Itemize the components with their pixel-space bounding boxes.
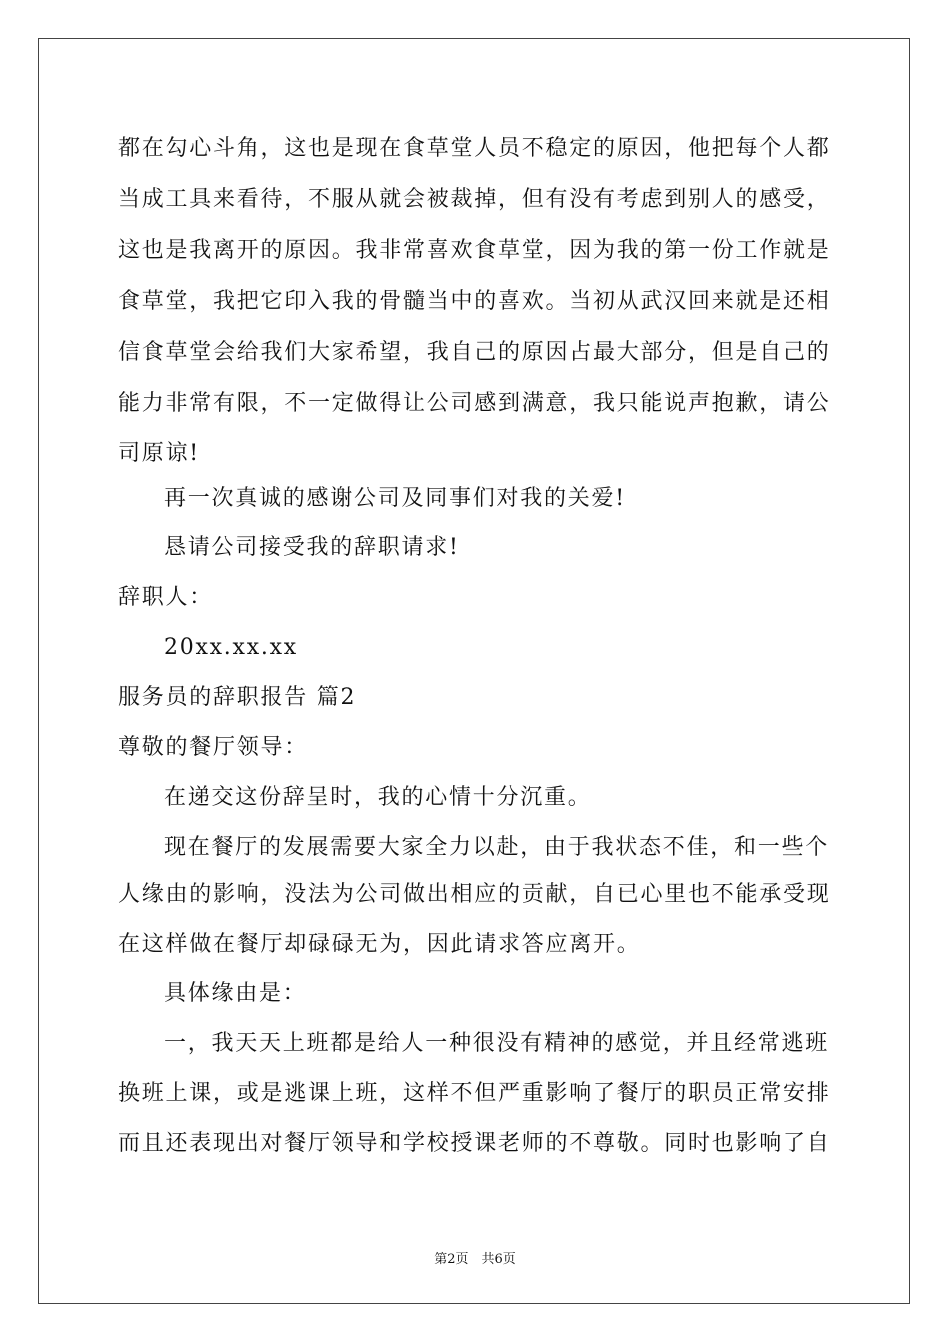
text-line: 具体缘由是：: [164, 981, 307, 1006]
text-line: 信食草堂会给我们大家希望，我自己的原因占最大部分，但是自己的: [118, 340, 831, 365]
text-line: 当成工具来看待，不服从就会被裁掉，但有没有考虑到别人的感受，: [118, 187, 831, 212]
text-line: 20xx.xx.xx: [164, 635, 298, 660]
text-line: 恳请公司接受我的辞职请求!: [164, 535, 460, 560]
text-line: 人缘由的影响，没法为公司做出相应的贡献，自已心里也不能承受现: [118, 882, 831, 907]
text-line: 一，我天天上班都是给人一种很没有精神的感觉，并且经常逃班: [164, 1031, 830, 1056]
text-line: 服务员的辞职报告 篇2: [118, 685, 357, 710]
text-line: 而且还表现出对餐厅领导和学校授课老师的不尊敬。同时也影响了自: [118, 1131, 831, 1156]
text-line: 能力非常有限，不一定做得让公司感到满意，我只能说声抱歉，请公: [118, 391, 831, 416]
text-line: 尊敬的餐厅领导：: [118, 735, 309, 760]
text-line: 在递交这份辞呈时，我的心情十分沉重。: [164, 785, 592, 810]
text-line: 司原谅!: [118, 441, 200, 466]
text-line: 在这样做在餐厅却碌碌无为，因此请求答应离开。: [118, 932, 641, 957]
text-line: 食草堂，我把它印入我的骨髓当中的喜欢。当初从武汉回来就是还相: [118, 289, 831, 314]
text-line: 换班上课，或是逃课上班，这样不但严重影响了餐厅的职员正常安排: [118, 1081, 831, 1106]
text-line: 都在勾心斗角，这也是现在食草堂人员不稳定的原因，他把每个人都: [118, 136, 831, 161]
page-footer: 第2页 共6页: [434, 1252, 516, 1267]
text-line: 现在餐厅的发展需要大家全力以赴，由于我状态不佳，和一些个: [164, 835, 830, 860]
page-border: [38, 38, 910, 1304]
text-line: 辞职人：: [118, 585, 214, 610]
text-line: 这也是我离开的原因。我非常喜欢食草堂，因为我的第一份工作就是: [118, 238, 831, 263]
text-line: 再一次真诚的感谢公司及同事们对我的关爱!: [164, 486, 626, 511]
